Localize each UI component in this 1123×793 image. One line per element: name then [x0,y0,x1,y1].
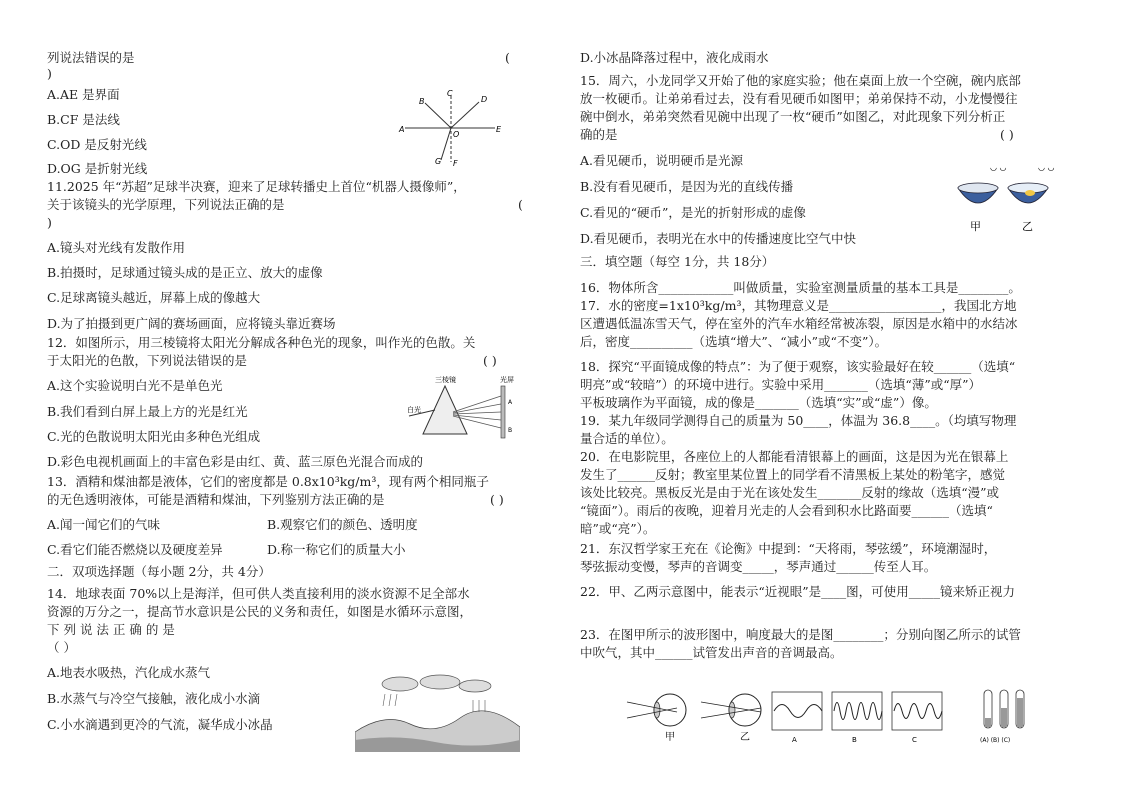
q11-line1: 11.2025 年“苏超”足球半决赛，迎来了足球转播史上首位“机器人摄像师”， [47,179,466,194]
q11-option-a: A.镜头对光线有发散作用 [47,240,186,255]
label-f: F [453,159,458,168]
wave-label-b: B [852,736,857,744]
q13-option-d: D.称一称它们的质量大小 [267,542,406,557]
q20-line4: “镜面”）。雨后的夜晚，迎着月光走的人会看到积水比路面要______（选填“ [580,503,993,518]
q14-line2: 资源的万分之一，提高节水意识是公民的义务和责任，如图是水循环示意图， [47,604,473,619]
label-o: O [453,130,460,139]
q10-paren-close: ) [47,66,52,81]
section-2-title: 二．双项选择题（每小题 2分，共 4分） [47,564,271,579]
q12-line2: 于太阳光的色散，下列说法错误的是 [47,353,248,368]
q13-option-b: B.观察它们的颜色、透明度 [267,517,418,532]
q15-line2: 放一枚硬币。让弟弟看过去，没有看见硬币如图甲；弟弟保持不动，小龙慢慢往 [580,91,1018,106]
q12-line1: 12．如图所示，用三棱镜将太阳光分解成各种色光的现象，叫作光的色散。关 [47,335,476,350]
q14-line3: 下 列 说 法 正 确 的 是 [47,622,175,637]
q15-option-c: C.看见的“硬币”，是光的折射形成的虚像 [580,205,806,220]
q10-stem-tail: 列说法错误的是 [47,50,135,65]
svg-text:◡ ◡: ◡ ◡ [1038,163,1055,172]
q17-line2: 区遭遇低温冻雪天气，停在室外的汽车水箱经常被冻裂，原因是水箱中的水结冰 [580,316,1018,331]
label-d: D [481,95,488,104]
q15-option-b: B.没有看见硬币，是因为光的直线传播 [580,179,794,194]
q18-line2: 明亮”或“较暗”）的环境中进行。实验中采用_______（选填“薄”或“厚”） [580,377,981,392]
q17-line1: 17．水的密度=1x10³kg/m³，其物理意义是__________________，我国北方地 [580,298,1017,313]
water-cycle-figure [355,672,520,752]
label-g: G [435,157,442,166]
q14-option-d: D.小冰晶降落过程中，液化成雨水 [580,50,769,65]
eye-label-jia: 甲 [665,732,675,743]
q19-line2: 量合适的单位）。 [580,431,674,446]
label-e: E [496,125,502,134]
q23-line1: 23．在图甲所示的波形图中，响度最大的是图________；分别向图乙所示的试管 [580,627,1021,642]
eye-label-yi: 乙 [740,732,750,743]
svg-text:◡ ◡: ◡ ◡ [990,163,1007,172]
q19-line1: 19．某九年级同学测得自己的质量为 50____，体温为 36.8____。（均填写物理 [580,413,1017,428]
q10-option-b: B.CF 是法线 [47,112,120,127]
q14-option-a: A.地表水吸热，汽化成水蒸气 [47,665,211,680]
q10-option-c: C.OD 是反射光线 [47,137,147,152]
q21-line2: 琴弦振动变慢，琴声的音调变_____，琴声通过______传至人耳。 [580,559,937,574]
q10-option-d: D.OG 是折射光线 [47,161,148,176]
bowl-coin-figure [950,160,1060,240]
q14-paren: （ ） [47,640,76,655]
bowl-label-jia: 甲 [970,220,981,233]
q17-line3: 后，密度__________（选填“增大”、“减小”或“不变”）。 [580,334,888,349]
q15-line4: 确的是 [580,127,618,142]
svg-text:A: A [508,399,513,406]
q11-paren-close: ) [47,215,52,230]
q15-line1: 15．周六，小龙同学又开始了他的家庭实验；他在桌面上放一个空碗，碗内底部 [580,73,1021,88]
q12-paren: ( ) [483,353,497,368]
q10-option-a: A.AE 是界面 [47,87,120,102]
q20-line3: 该处比较亮。黑板反光是由于光在该处发生_______反射的缘故（选填“漫”或 [580,485,1000,500]
q11-line2: 关于该镜头的光学原理，下列说法正确的是 [47,197,285,212]
q15-option-d: D.看见硬币，表明光在水中的传播速度比空气中快 [580,231,857,246]
q14-option-b: B.水蒸气与冷空气接触，液化成小水滴 [47,691,261,706]
label-a: A [399,125,405,134]
q20-line2: 发生了______反射；教室里某位置上的同学看不清黑板上某处的粉笔字，感觉 [580,467,1006,482]
q11-paren: ( [518,197,523,212]
prism-screen-label: 光屏 [500,376,514,384]
q23-line2: 中吹气，其中______试管发出声音的音调最高。 [580,645,843,660]
bowl-label-yi: 乙 [1022,220,1033,233]
q13-line1: 13．酒精和煤油都是液体，它们的密度都是 0.8x10³kg/m³，现有两个相同瓶子 [47,474,489,489]
q11-option-b: B.拍摄时，足球通过镜头成的是正立、放大的虚像 [47,265,323,280]
prism-title: 三棱镜 [435,376,456,384]
q15-line3: 碗中倒水，弟弟突然看见碗中出现了一枚“硬币”如图乙，对此现象下列分析正 [580,109,1006,124]
wave-label-c: C [912,736,917,744]
q15-paren: ( ) [1000,127,1014,142]
label-b: B [419,97,425,106]
q12-option-b: B.我们看到白屏上最上方的光是红光 [47,404,248,419]
waveform-figure [770,690,945,745]
q12-option-d: D.彩色电视机画面上的丰富色彩是由红、黄、蓝三原色光混合而成的 [47,454,424,469]
q11-option-d: D.为了拍摄到更广阔的赛场画面，应将镜头靠近赛场 [47,316,336,331]
q13-option-a: A.闻一闻它们的气味 [47,517,161,532]
q20-line5: 暗”或“亮”）。 [580,521,656,536]
q11-option-c: C.足球离镜头越近，屏幕上成的像越大 [47,290,261,305]
q10-paren: ( [505,50,510,65]
q16: 16．物体所含____________叫做质量，实验室测量质量的基本工具是________。 [580,280,1021,295]
test-tubes-figure [980,688,1040,746]
q21-line1: 21．东汉哲学家王充在《论衡》中提到：“天将雨，琴弦缓”，环境潮湿时， [580,541,997,556]
q18-line1: 18．探究“平面镜成像的特点”：为了便于观察，该实验最好在较______（选填“ [580,359,1016,374]
section-3-title: 三．填空题（每空 1分，共 18分） [580,254,775,269]
q15-option-a: A.看见硬币，说明硬币是光源 [580,153,744,168]
q13-option-c: C.看它们能否燃烧以及硬度差异 [47,542,223,557]
q20-line1: 20．在电影院里，各座位上的人都能看清银幕上的画面，这是因为光在银幕上 [580,449,1009,464]
q18-line3: 平板玻璃作为平面镜，成的像是_______（选填“实”或“虚”）像。 [580,395,937,410]
reflection-refraction-figure [395,88,505,168]
q13-paren: ( ) [490,492,504,507]
svg-text:B: B [508,427,513,434]
q14-option-c: C.小水滴遇到更冷的气流，凝华成小冰晶 [47,717,273,732]
tubes-labels: (A) (B) (C) [980,737,1011,744]
q12-option-a: A.这个实验说明白光不是单色光 [47,378,223,393]
prism-dispersion-figure [405,372,525,444]
wave-label-a: A [792,736,797,744]
q13-line2: 的无色透明液体，可能是酒精和煤油，下列鉴别方法正确的是 [47,492,385,507]
prism-white-label: 白光 [407,406,421,414]
q12-option-c: C.光的色散说明太阳光由多种色光组成 [47,429,261,444]
label-c: C [447,89,453,98]
q14-line1: 14．地球表面 70%以上是海洋，但可供人类直接利用的淡水资源不足全部水 [47,586,470,601]
q22: 22．甲、乙两示意图中，能表示“近视眼”是____图，可使用_____镜来矫正视力 [580,584,1015,599]
eye-diagrams-figure [625,688,775,743]
